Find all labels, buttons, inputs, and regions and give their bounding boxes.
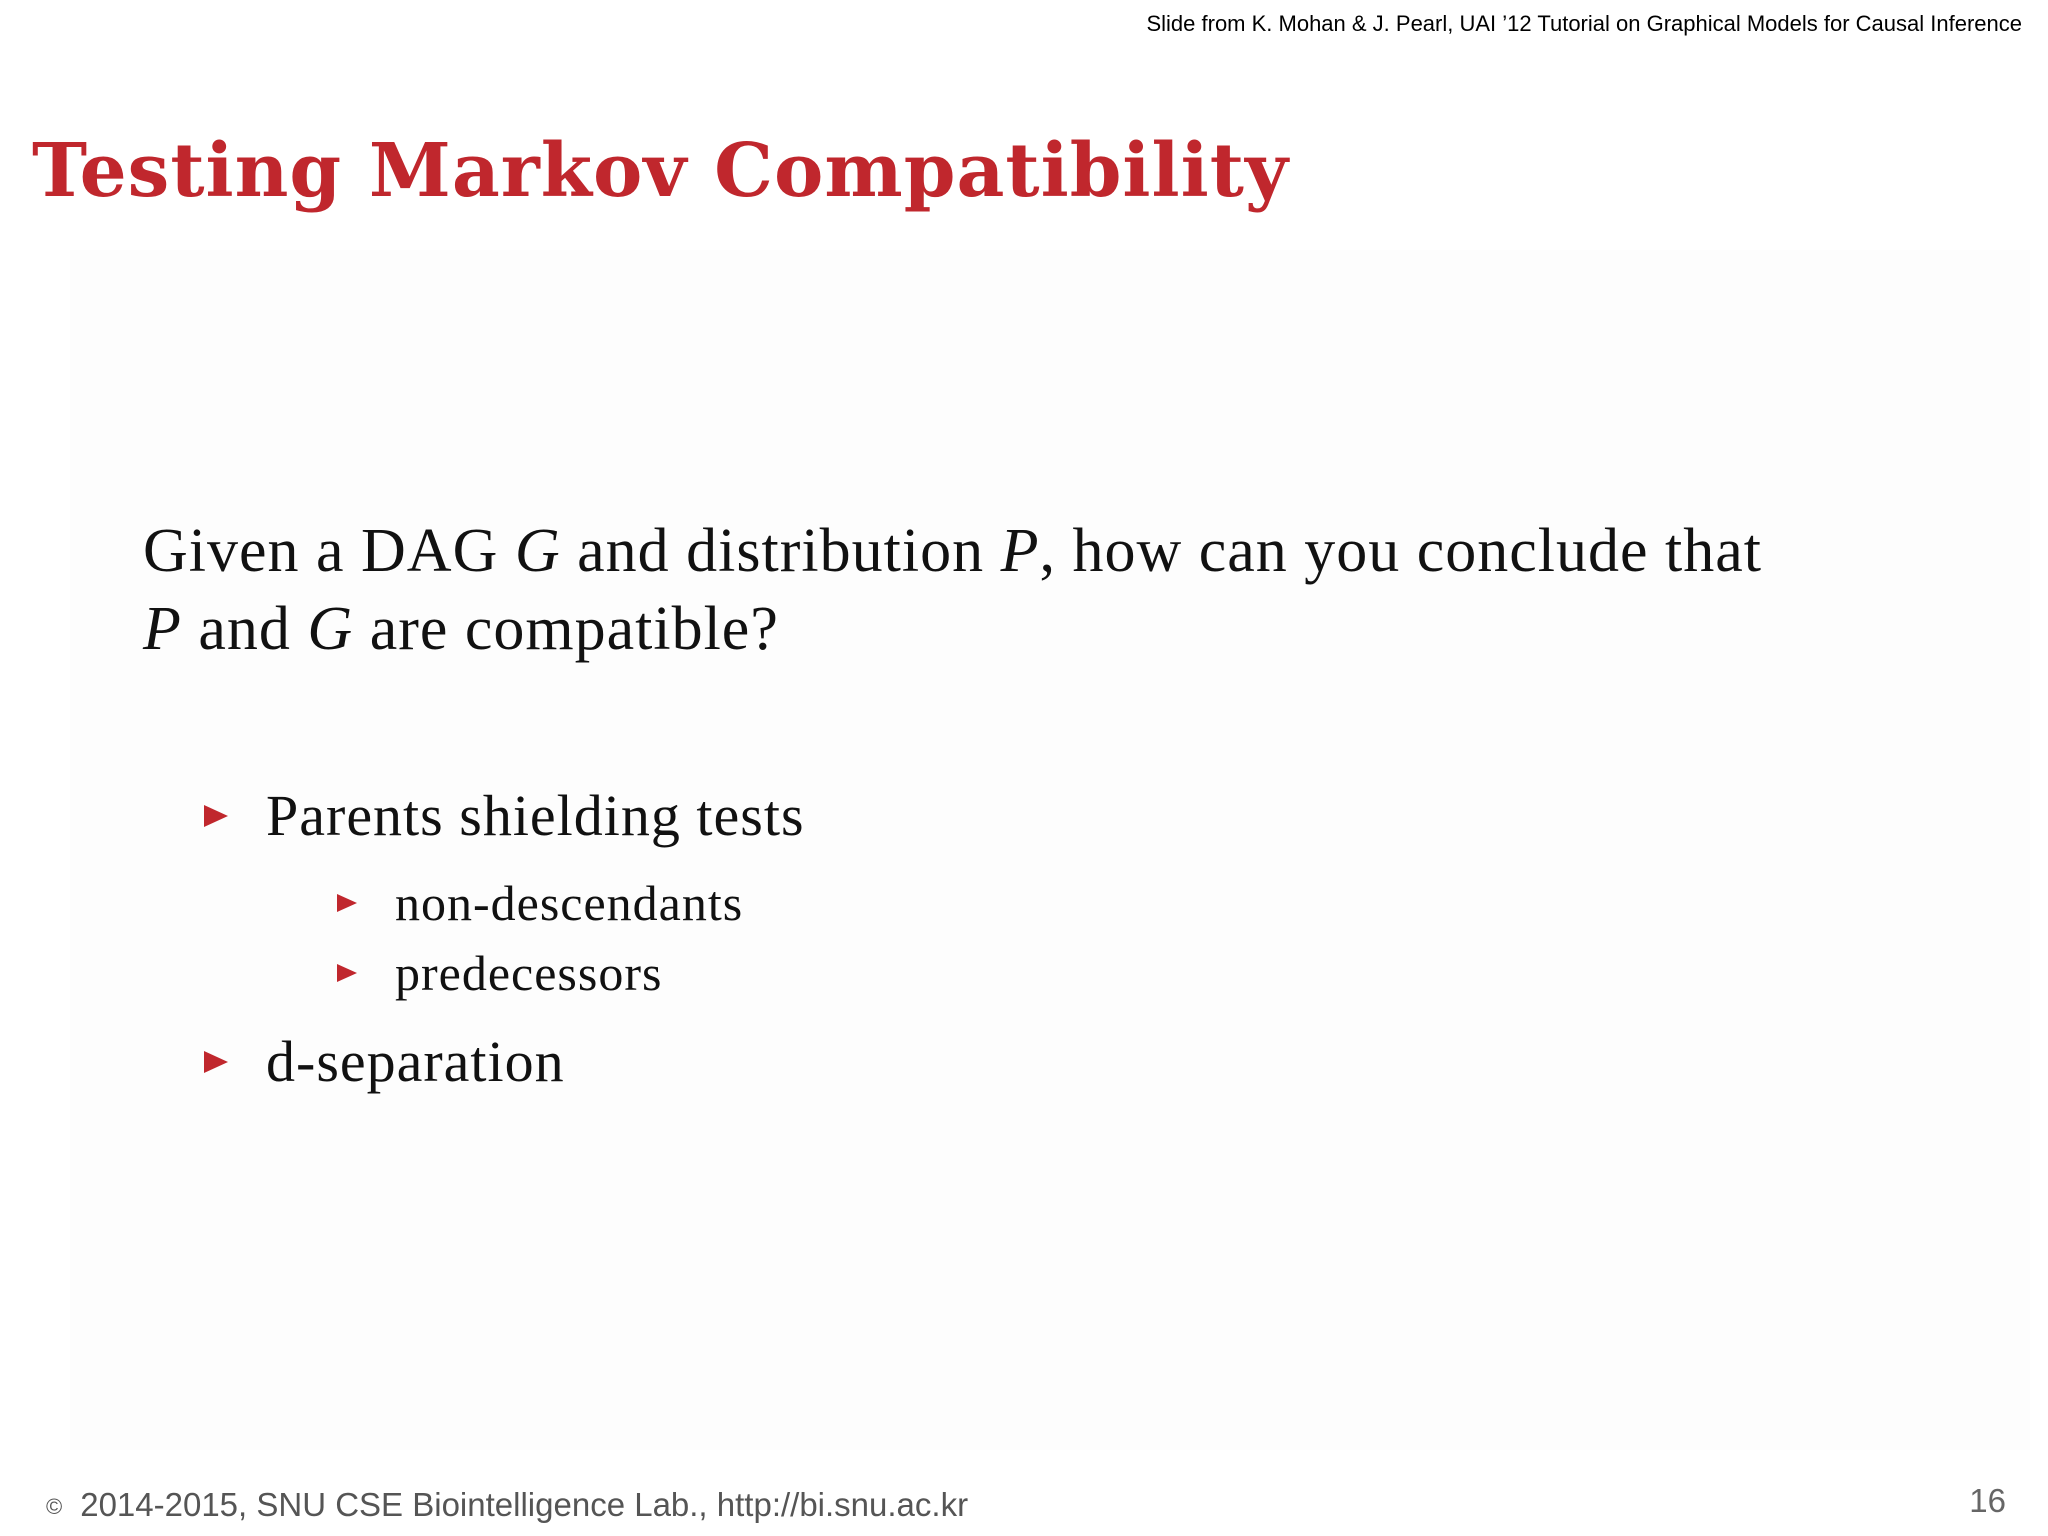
bullet-item: [204, 782, 805, 849]
red-triangle-bullet-icon: [204, 805, 228, 827]
page-number: 16: [1969, 1482, 2006, 1519]
variable-p: P: [143, 595, 182, 663]
copyright-icon: ©: [46, 1494, 63, 1519]
question-part: Given a DAG: [143, 517, 515, 585]
sub-bullet-item: [337, 868, 743, 938]
red-triangle-bullet-icon: [337, 894, 357, 912]
copyright-text: 2014-2015, SNU CSE Biointelligence Lab., http://bi.snu.ac.kr: [80, 1486, 969, 1523]
bullet-list: [204, 1028, 565, 1095]
bullet-label: Parents shielding tests: [266, 783, 805, 848]
variable-g: G: [307, 595, 354, 663]
content-panel: [70, 250, 2030, 1450]
question-part: and distribution: [560, 517, 1001, 585]
sub-bullet-list: [337, 868, 743, 1008]
variable-g: G: [514, 517, 561, 585]
red-triangle-bullet-icon: [337, 964, 357, 982]
question-part: are compatible?: [353, 595, 779, 663]
red-triangle-bullet-icon: [204, 1051, 228, 1073]
question-part: , how can you conclude that: [1039, 517, 1763, 585]
question-line-2: [143, 590, 1963, 668]
question-line-1: [143, 512, 1963, 590]
source-credit: Slide from K. Mohan & J. Pearl, UAI ’12 Tutorial on Graphical Models for Causal Inference: [1146, 11, 2022, 36]
bullet-item: [204, 1028, 565, 1095]
question-part: and: [181, 595, 308, 663]
slide-title: Testing Markov Compatibility: [32, 128, 1289, 214]
footer-copyright: [46, 1486, 968, 1524]
question-text: [143, 512, 1963, 668]
sub-bullet-label: non-descendants: [395, 875, 744, 931]
variable-p: P: [1000, 517, 1040, 585]
sub-bullet-label: predecessors: [395, 945, 663, 1001]
sub-bullet-item: [337, 938, 743, 1008]
bullet-list: [204, 782, 805, 849]
bullet-label: d-separation: [266, 1029, 565, 1094]
